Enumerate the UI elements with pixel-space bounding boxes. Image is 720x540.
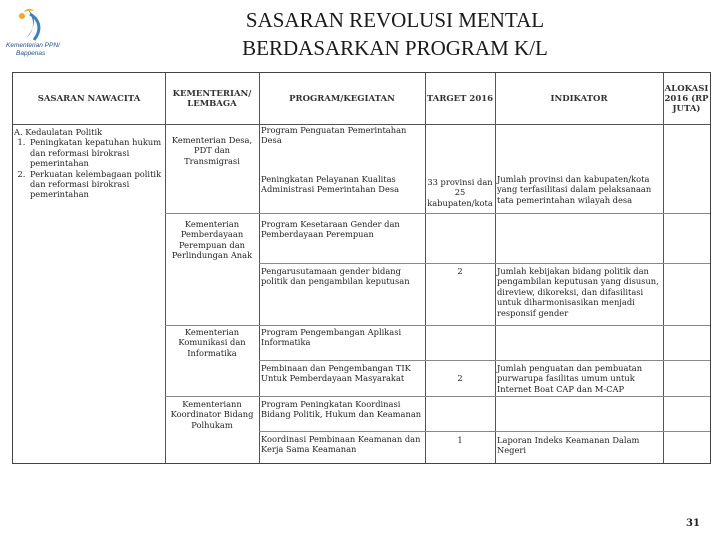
- row-1-indikator: Jumlah provinsi dan kabupaten/kota yang terfasilitasi dalam pelaksanaan tata pemerintahan wilayah desa: [497, 174, 652, 205]
- logo-label: [6, 42, 60, 58]
- row-3-kegiatan: Pembinaan dan Pengembangan TIK Untuk Pemberdayaan Masyarakat: [261, 363, 411, 384]
- header-alokasi-line-3: JUTA): [672, 103, 701, 114]
- header-target-label: TARGET 2016: [426, 93, 494, 104]
- nawacita-list: [14, 137, 164, 199]
- header-kementerian-line-2: LEMBAGA: [187, 98, 237, 109]
- row-divider: [165, 213, 710, 214]
- row-1-target: 33 provinsi dan 25 kabupaten/kota: [427, 177, 493, 208]
- row-4-indikator: Laporan Indeks Keamanan Dalam Negeri: [497, 435, 640, 456]
- row-4-program: Program Peningkatan Koordinasi Bidang Politik, Hukum dan Keamanan: [261, 399, 422, 420]
- nawacita-item: 2. Perkuatan kelembagaan politik dan reformasi birokrasi pemerintahan: [28, 169, 164, 200]
- row-3-indikator: Jumlah penguatan dan pembuatan purwarupa fasilitas umum untuk Internet Boat CAP dan M-CAP: [497, 363, 643, 394]
- header-alokasi-line-1: ALOKASI: [664, 83, 709, 94]
- header-program-label: PROGRAM/KEGIATAN: [289, 93, 395, 104]
- program-table: [12, 72, 711, 464]
- row-3-target: 2: [457, 373, 463, 383]
- row-2-kementerian: Kementerian Pemberdayaan Perempuan dan Perlindungan Anak: [171, 219, 253, 261]
- page-number: 31: [686, 518, 700, 529]
- header-program: [259, 73, 425, 125]
- column-divider: [495, 73, 496, 463]
- logo-swoosh-icon: [6, 6, 86, 46]
- row-3-program: Program Pengembangan Aplikasi Informatika: [261, 327, 402, 348]
- nawacita-item: 1. Peningkatan kepatuhan hukum dan reformasi birokrasi pemerintahan: [28, 137, 164, 168]
- bappenas-logo: [6, 6, 86, 76]
- row-divider: [259, 360, 710, 361]
- header-indikator-label: INDIKATOR: [550, 93, 608, 104]
- header-alokasi-label: [664, 84, 708, 114]
- row-divider: [259, 431, 710, 432]
- nawacita-cell: [14, 127, 164, 200]
- header-kementerian-label: [173, 89, 252, 109]
- title-line-2: BERDASARKAN PROGRAM K/L: [242, 36, 548, 60]
- header-kementerian-line-1: KEMENTERIAN/: [172, 88, 252, 99]
- row-2-target: 2: [457, 266, 463, 276]
- header-indikator: [495, 73, 663, 125]
- row-divider: [165, 396, 710, 397]
- header-alokasi: [663, 73, 710, 125]
- title-line-1: SASARAN REVOLUSI MENTAL: [245, 8, 545, 32]
- row-4-target: 1: [457, 435, 463, 445]
- logo-line-1: Kementerian PPN/: [6, 42, 60, 49]
- row-divider: [259, 263, 710, 264]
- column-divider: [663, 73, 664, 463]
- row-1-kementerian: Kementerian Desa, PDT dan Transmigrasi: [171, 135, 253, 166]
- row-2-kegiatan: Pengarusutamaan gender bidang politik dan pengambilan keputusan: [261, 266, 410, 287]
- header-kementerian: [165, 73, 259, 125]
- nawacita-heading: A. Kedaulatan Politik: [14, 127, 103, 137]
- row-4-kegiatan: Koordinasi Pembinaan Keamanan dan Kerja Sama Keamanan: [261, 434, 421, 455]
- header-alokasi-line-2: 2016 (RP: [664, 93, 709, 104]
- row-1-kegiatan: Peningkatan Pelayanan Kualitas Administrasi Pemerintahan Desa: [261, 174, 400, 195]
- header-target: [425, 73, 495, 125]
- row-4-kementerian: Kementeriann Koordinator Bidang Polhukam: [170, 399, 254, 430]
- row-divider: [165, 325, 710, 326]
- logo-line-2: Bappenas: [16, 50, 46, 57]
- header-nawacita-label: SASARAN NAWACITA: [37, 93, 141, 104]
- row-2-indikator: Jumlah kebijakan bidang politik dan pengambilan keputusan yang disusun, direview, dikoreksi, dan difasilitasi untuk diharmonisasikan menjadi responsif gender: [497, 266, 659, 318]
- page-title: [150, 6, 640, 62]
- column-divider: [259, 73, 260, 463]
- row-3-kementerian: Kementerian Komunikasi dan Informatika: [178, 327, 246, 358]
- header-nawacita: [13, 73, 165, 125]
- row-2-program: Program Kesetaraan Gender dan Pemberdayaan Perempuan: [261, 219, 400, 240]
- row-1-program: Program Penguatan Pemerintahan Desa: [261, 125, 407, 146]
